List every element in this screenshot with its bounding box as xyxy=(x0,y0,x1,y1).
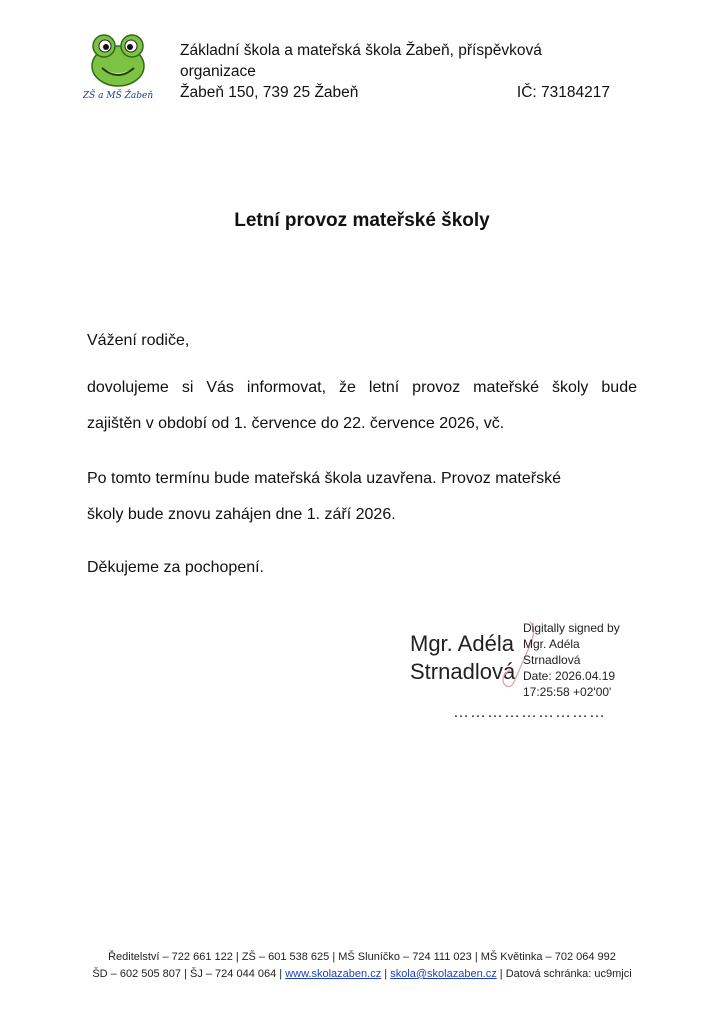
organization-header xyxy=(180,40,610,103)
paragraph-closure xyxy=(87,461,637,533)
closing-thanks: Děkujeme za pochopení. xyxy=(87,559,264,576)
footer xyxy=(0,949,724,983)
email-link[interactable]: skola@skolazaben.cz xyxy=(390,968,497,980)
school-logo xyxy=(78,24,158,104)
website-link[interactable]: www.skolazaben.cz xyxy=(285,968,382,980)
paragraph-line: školy bude znovu zahájen dne 1. září 2026. xyxy=(87,506,396,523)
signature-dotted-line: ……………………… xyxy=(453,704,606,721)
footer-contacts-2: ŠD – 602 505 807 | ŠJ – 724 044 064 | www.skolazaben.cz | skola@skolazaben.cz | Datová schránka: uc9mjci xyxy=(92,968,632,980)
greeting: Vážení rodiče, xyxy=(87,332,190,349)
paragraph-line: Po tomto termínu bude mateřská škola uzavřena. Provoz mateřské xyxy=(87,470,561,487)
paragraph-summer-operation xyxy=(87,370,637,442)
footer-contacts: Ředitelství – 722 661 122 | ZŠ – 601 538 625 | MŠ Sluníčko – 724 111 023 | MŠ Květinka – 702 064 992 xyxy=(108,951,616,963)
paragraph-line: dovolujeme si Vás informovat, že letní provoz mateřské školy bude xyxy=(87,379,637,396)
signature-details: Digitally signed by Mgr. Adéla Strnadlová Date: 2026.04.19 17:25:58 +02'00' xyxy=(523,621,620,699)
svg-text:ZŠ a MŠ Žabeň: ZŠ a MŠ Žabeň xyxy=(82,91,154,101)
paragraph-line: zajištěn v období od 1. července do 22. července 2026, vč. xyxy=(87,415,505,432)
organization-name: Základní škola a mateřská škola Žabeň, příspěvková organizace xyxy=(180,42,542,80)
organization-address: Žabeň 150, 739 25 Žabeň xyxy=(180,84,359,101)
document-title: Letní provoz mateřské školy xyxy=(234,210,490,231)
signer-name: Mgr. Adéla Strnadlová xyxy=(410,631,516,684)
organization-ico: IČ: 73184217 xyxy=(516,84,610,101)
